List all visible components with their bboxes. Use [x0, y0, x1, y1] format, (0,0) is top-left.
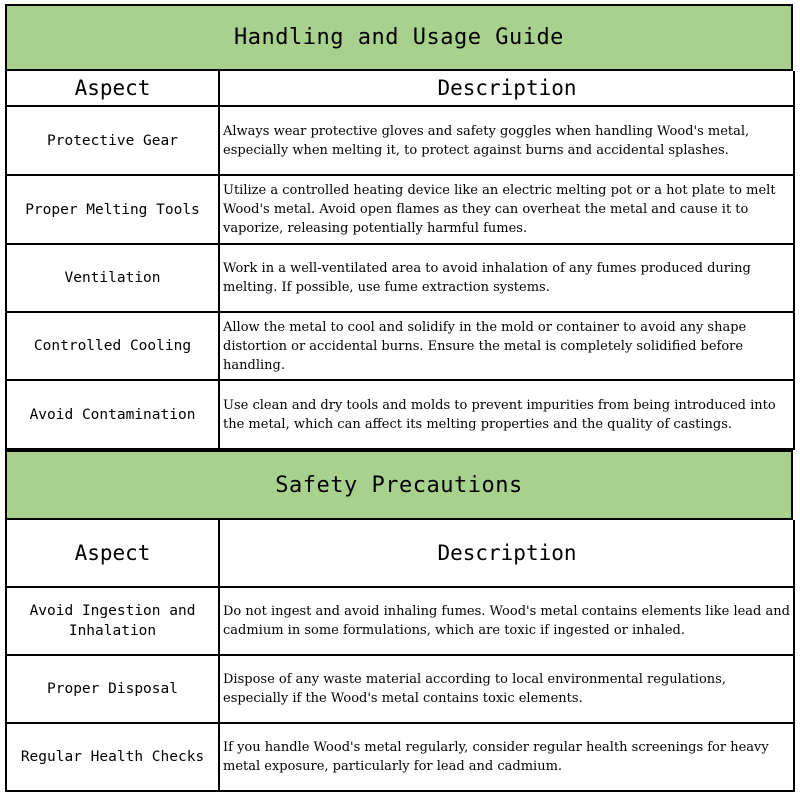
aspect-cell: Avoid Ingestion and Inhalation [7, 588, 220, 654]
description-cell: Use clean and dry tools and molds to prevent impurities from being introduced into the metal, which can affect its melting properties and the quality of castings. [223, 397, 776, 432]
aspect-cell: Controlled Cooling [7, 313, 220, 379]
description-cell: If you handle Wood's metal regularly, consider regular health screenings for heavy metal exposure, particularly for lead and cadmium. [223, 740, 769, 774]
description-cell: Always wear protective gloves and safety goggles when handling Wood's metal, especially when melting it, to protect against burns and accidental splashes. [223, 123, 750, 158]
description-column-header: Description [437, 540, 577, 565]
table-row [5, 245, 795, 313]
table-row [5, 381, 795, 450]
aspect-cell: Regular Health Checks [7, 724, 220, 790]
table-header-row [5, 71, 795, 107]
description-cell: Work in a well-ventilated area to avoid inhalation of any fumes produced during melting. If possible, use fume extraction systems. [223, 261, 751, 295]
table-row [5, 656, 795, 724]
table-header-row [5, 520, 795, 588]
aspect-cell: Proper Melting Tools [7, 176, 220, 243]
table-row [5, 176, 795, 245]
handling-table [5, 71, 795, 450]
aspect-cell: Avoid Contamination [7, 381, 220, 448]
safety-table [5, 520, 795, 792]
aspect-cell: Proper Disposal [7, 656, 220, 722]
description-column-header: Description [437, 75, 577, 100]
aspect-column-header: Aspect [7, 71, 220, 105]
table-row [5, 588, 795, 656]
aspect-cell: Ventilation [7, 245, 220, 311]
description-cell: Allow the metal to cool and solidify in the mold or container to avoid any shape distortion or accidental burns. Ensure the metal is completely solidified before handling. [223, 319, 747, 373]
section-title-handling: Handling and Usage Guide [5, 4, 793, 71]
aspect-cell: Protective Gear [7, 107, 220, 174]
table-row [5, 313, 795, 381]
description-cell: Utilize a controlled heating device like an electric melting pot or a hot plate to melt Wood's metal. Avoid open flames as they can overheat the metal and cause it to vaporize, releasing potentially harmful fumes. [223, 183, 776, 236]
description-cell: Dispose of any waste material according to local environmental regulations, especially if the Wood's metal contains toxic elements. [223, 672, 726, 706]
guide-sheet [5, 4, 795, 792]
aspect-column-header: Aspect [7, 520, 220, 586]
table-row [5, 724, 795, 792]
description-cell: Do not ingest and avoid inhaling fumes. Wood's metal contains elements like lead and cadmium in some formulations, which are toxic if ingested or inhaled. [223, 604, 790, 638]
section-title-safety: Safety Precautions [5, 450, 793, 520]
table-row [5, 107, 795, 176]
